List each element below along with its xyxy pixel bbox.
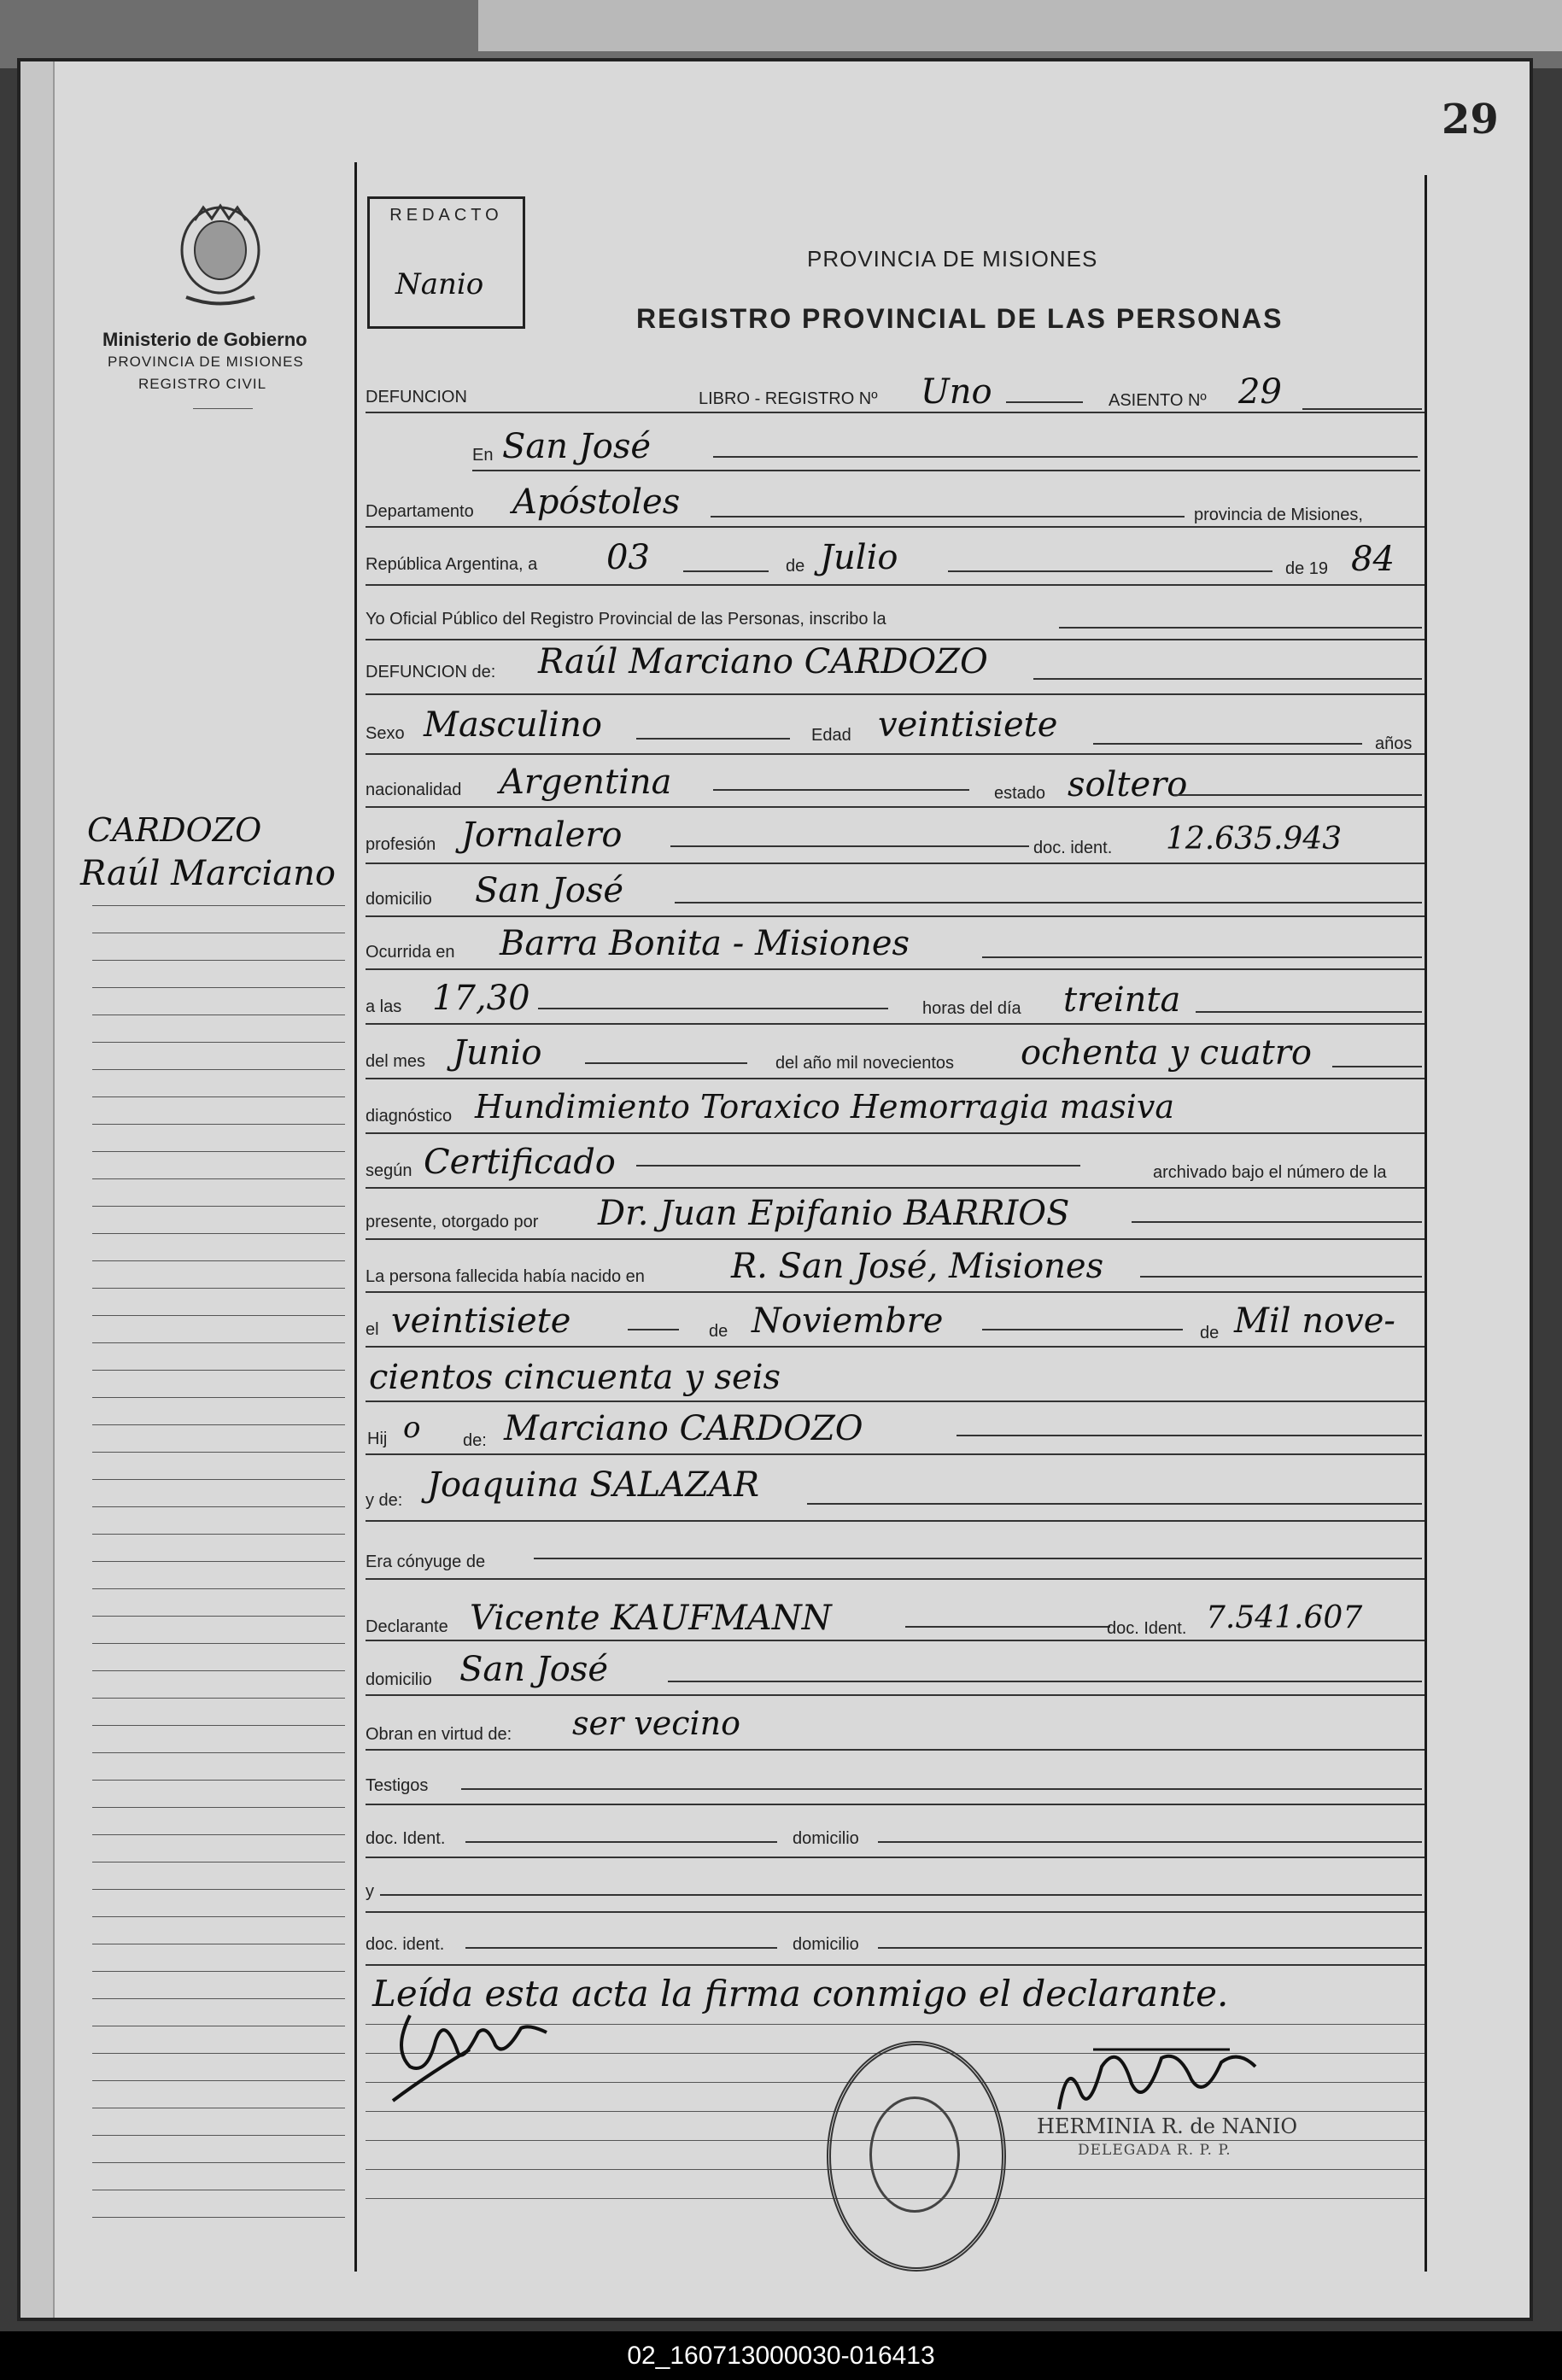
rule [1033, 678, 1422, 680]
testigos-label: Testigos [366, 1776, 429, 1795]
rule [878, 1947, 1422, 1949]
defuncion-de-label: DEFUNCION de: [366, 663, 496, 681]
margin-rule [92, 1698, 345, 1699]
rule [713, 789, 969, 791]
asiento-label: ASIENTO Nº [1109, 391, 1207, 410]
profesion-label: profesión [366, 835, 436, 854]
margin-rule [92, 1124, 345, 1125]
oficial-label: Yo Oficial Público del Registro Provincial de las Personas, inscribo la [366, 610, 886, 629]
conyuge-label: Era cónyuge de [366, 1553, 486, 1571]
margin-rule [92, 1452, 345, 1453]
rule [1332, 1066, 1422, 1067]
sexo-label: Sexo [366, 724, 405, 743]
declarante-label: Declarante [366, 1617, 448, 1636]
margin-rule [92, 1725, 345, 1726]
rule [366, 639, 1425, 640]
rule [472, 470, 1420, 471]
test2-doc-label: doc. ident. [366, 1935, 445, 1954]
redacto-box [367, 196, 525, 329]
anos-label: años [1375, 734, 1413, 753]
segun-label: según [366, 1161, 412, 1180]
margin-given-name: Raúl Marciano [80, 854, 336, 893]
nacionalidad-label: nacionalidad [366, 781, 462, 799]
official-seal-icon [827, 2041, 1006, 2272]
rule [905, 1626, 1110, 1628]
delano-label: del año mil novecientos [775, 1054, 955, 1073]
nac-de-label: de [709, 1322, 728, 1341]
margin-rule [92, 1752, 345, 1753]
rule [366, 526, 1425, 528]
rule [982, 956, 1422, 958]
asiento-value: 29 [1238, 372, 1282, 412]
rule [1196, 1011, 1422, 1013]
margin-rule [92, 1534, 345, 1535]
rule [366, 1238, 1425, 1240]
coat-of-arms-icon [169, 203, 272, 314]
title-registry: REGISTRO PROVINCIAL DE LAS PERSONAS [636, 303, 1284, 334]
edad-value: veintisiete [878, 705, 1058, 745]
margin-rule [92, 1616, 345, 1617]
padre-value: Marciano CARDOZO [504, 1409, 863, 1448]
madre-value: Joaquina SALAZAR [427, 1465, 759, 1505]
margin-rule [92, 1561, 345, 1562]
right-margin-rule [1425, 175, 1427, 2272]
medico-value: Dr. Juan Epifanio BARRIOS [598, 1194, 1070, 1233]
rule [957, 1435, 1422, 1436]
en-label: En [472, 446, 494, 465]
margin-rule [92, 1889, 345, 1890]
archivado-label: archivado bajo el número de la [1153, 1163, 1387, 1182]
departamento-label: Departamento [366, 502, 474, 521]
rule [585, 1062, 747, 1064]
rule [670, 845, 1029, 847]
delmes-label: del mes [366, 1052, 426, 1071]
rule [366, 968, 1425, 970]
official-role: DELEGADA R. P. P. [1078, 2142, 1231, 2159]
underlying-sheet [478, 0, 1562, 51]
y-label: y [366, 1882, 374, 1901]
margin-rule [92, 1424, 345, 1425]
margin-rule [92, 1643, 345, 1644]
doc-value: 12.635.943 [1166, 822, 1343, 857]
mes-value: Julio [820, 538, 898, 577]
rule [1059, 627, 1422, 629]
rule [366, 1857, 1425, 1858]
province-label: PROVINCIA DE MISIONES [108, 354, 304, 370]
rule [366, 1132, 1425, 1134]
dia-texto-value: treinta [1063, 980, 1181, 1020]
ocurrida-value: Barra Bonita - Misiones [500, 924, 910, 963]
margin-rule [92, 1670, 345, 1671]
rule [1132, 1221, 1422, 1223]
edad-label: Edad [811, 726, 851, 745]
rule [683, 570, 769, 572]
rule [366, 1078, 1425, 1079]
margin-rule [92, 1260, 345, 1261]
seal-inner-ring [869, 2096, 960, 2213]
nac-anio1-value: Mil nove- [1234, 1301, 1395, 1341]
decl-doc-label: doc. Ident. [1107, 1619, 1187, 1638]
margin-rule [92, 2162, 345, 2163]
nacido-label: La persona fallecida había nacido en [366, 1267, 645, 1286]
de-label: de [786, 557, 805, 576]
profesion-value: Jornalero [461, 816, 623, 855]
rule [366, 1911, 1425, 1913]
rule [1174, 794, 1422, 796]
margin-rule [92, 960, 345, 961]
dia-value: 03 [606, 538, 650, 577]
rule [366, 693, 1425, 695]
republica-label: República Argentina, a [366, 555, 538, 574]
rule [668, 1681, 1422, 1682]
anio-value: 84 [1351, 540, 1395, 579]
libro-value: Uno [921, 372, 992, 412]
rule [366, 753, 1425, 755]
rule [366, 1346, 1425, 1348]
official-signature-icon [1042, 2032, 1264, 2126]
doc-label: doc. ident. [1033, 839, 1113, 857]
yde-label: y de: [366, 1491, 403, 1510]
rule [807, 1503, 1422, 1505]
rule [366, 584, 1425, 586]
obran-value: ser vecino [572, 1705, 740, 1742]
margin-rule [92, 1916, 345, 1917]
provincia-label: provincia de Misiones, [1194, 506, 1363, 524]
margin-rule [92, 1288, 345, 1289]
margin-rule [92, 1588, 345, 1589]
rule [461, 1788, 1422, 1790]
el-label: el [366, 1320, 379, 1339]
margin-rule [92, 1479, 345, 1480]
rule [366, 1964, 1425, 1966]
estado-label: estado [994, 784, 1046, 803]
rule [366, 1291, 1425, 1293]
defuncion-header-label: DEFUNCION [366, 388, 467, 406]
presente-label: presente, otorgado por [366, 1213, 539, 1231]
rule [713, 456, 1418, 458]
nac-dia-value: veintisiete [391, 1301, 571, 1341]
rule [628, 1329, 679, 1330]
rule [878, 1841, 1422, 1843]
margin-rule [92, 1397, 345, 1398]
redacto-value: Nanio [395, 267, 484, 301]
sexo-value: Masculino [424, 705, 602, 745]
margin-rule [92, 987, 345, 988]
rule [636, 1165, 1080, 1167]
margin-rule [92, 905, 345, 906]
nac-anio2-value: cientos cincuenta y seis [369, 1358, 781, 1397]
page-number: 29 [1442, 96, 1499, 143]
declarante-value: Vicente KAUFMANN [470, 1599, 832, 1638]
estado-value: soltero [1068, 765, 1188, 804]
margin-rule [92, 2217, 345, 2218]
test2-dom-label: domicilio [793, 1935, 859, 1954]
domicilio-value: San José [475, 871, 624, 910]
fallecido-value: Raúl Marciano CARDOZO [538, 642, 988, 681]
margin-rule [92, 1069, 345, 1070]
rule [366, 1804, 1425, 1805]
nac-de2-label: de [1200, 1324, 1220, 1342]
margin-rule [92, 1042, 345, 1043]
rule [366, 1520, 1425, 1522]
rule [366, 1694, 1425, 1696]
diagnostico-value: Hundimiento Toraxico Hemorragia masiva [475, 1088, 1175, 1126]
civil-registry-label: REGISTRO CIVIL [138, 376, 267, 392]
margin-rule [92, 1096, 345, 1097]
ministry-label: Ministerio de Gobierno [102, 329, 307, 350]
margin-rule [92, 1370, 345, 1371]
rule [1093, 743, 1362, 745]
anio-label: de 19 [1285, 559, 1329, 578]
rule [1140, 1276, 1422, 1278]
rule [982, 1329, 1183, 1330]
margin-surname: CARDOZO [87, 811, 262, 849]
ocurrida-label: Ocurrida en [366, 943, 455, 962]
hijo-de-label: de: [463, 1431, 487, 1450]
rule [366, 1187, 1425, 1189]
rule [366, 1453, 1425, 1455]
margin-rule [92, 1151, 345, 1152]
rule [366, 1578, 1425, 1580]
title-province: PROVINCIA DE MISIONES [807, 246, 1098, 272]
decl-domicilio-value: San José [459, 1650, 609, 1689]
rule [366, 1023, 1425, 1025]
rule [465, 1947, 777, 1949]
margin-rule [92, 1834, 345, 1835]
rule [366, 915, 1425, 917]
declarant-signature-icon [376, 1998, 564, 2118]
margin-rule [92, 1233, 345, 1234]
margin-rule [92, 2135, 345, 2136]
margin-rule [92, 1315, 345, 1316]
rule [366, 806, 1425, 808]
divider [193, 408, 253, 409]
test-dom-label: domicilio [793, 1829, 859, 1848]
nacionalidad-value: Argentina [500, 763, 672, 802]
nacido-value: R. San José, Misiones [731, 1247, 1104, 1286]
rule [534, 1558, 1422, 1559]
margin-rule [92, 1506, 345, 1507]
ano-texto-value: ochenta y cuatro [1021, 1033, 1312, 1073]
horas-label: horas del día [922, 999, 1021, 1018]
departamento-value: Apóstoles [512, 482, 681, 522]
rule [636, 738, 790, 740]
libro-label: LIBRO - REGISTRO Nº [699, 389, 878, 408]
domicilio-label: domicilio [366, 890, 432, 909]
rule [380, 1894, 1422, 1896]
rule [538, 1008, 888, 1009]
footer-id: 02_160713000030-016413 [0, 2331, 1562, 2380]
left-margin-rule [354, 162, 357, 2272]
rule [675, 902, 1422, 903]
margin-rule [92, 2053, 345, 2054]
margin-rule [92, 2080, 345, 2081]
margin-rule [92, 1807, 345, 1808]
diagnostico-label: diagnóstico [366, 1107, 453, 1126]
margin-rule [92, 1998, 345, 1999]
hijo-o-value: o [403, 1411, 421, 1445]
rule [1302, 408, 1422, 410]
margin-rule [92, 1971, 345, 1972]
official-name: HERMINIA R. de NANIO [1037, 2114, 1298, 2138]
rule [465, 1841, 777, 1843]
decl-domicilio-label: domicilio [366, 1670, 432, 1689]
mes2-value: Junio [453, 1033, 542, 1073]
rule [366, 412, 1425, 413]
leida-statement: Leída esta acta la firma conmigo el declarante. [372, 1973, 1229, 2015]
alas-label: a las [366, 997, 402, 1016]
rule [948, 570, 1272, 572]
test-doc-label: doc. Ident. [366, 1829, 446, 1848]
margin-rule [92, 1206, 345, 1207]
margin-rule [92, 1178, 345, 1179]
nac-mes-value: Noviembre [752, 1301, 944, 1341]
margin-rule [92, 1342, 345, 1343]
rule [711, 516, 1185, 518]
margin-rule [92, 1780, 345, 1781]
obran-label: Obran en virtud de: [366, 1725, 512, 1744]
redacto-label: REDACTO [389, 206, 503, 225]
rule [366, 863, 1425, 864]
rule [366, 1640, 1425, 1641]
page-binding [20, 61, 55, 2318]
rule [1006, 401, 1083, 403]
segun-value: Certificado [424, 1143, 616, 1182]
en-value: San José [502, 427, 652, 466]
decl-doc-value: 7.541.607 [1206, 1600, 1363, 1635]
hora-value: 17,30 [432, 979, 530, 1018]
rule [366, 1401, 1425, 1402]
hijo-label: Hij [367, 1430, 388, 1448]
rule [366, 1749, 1425, 1751]
